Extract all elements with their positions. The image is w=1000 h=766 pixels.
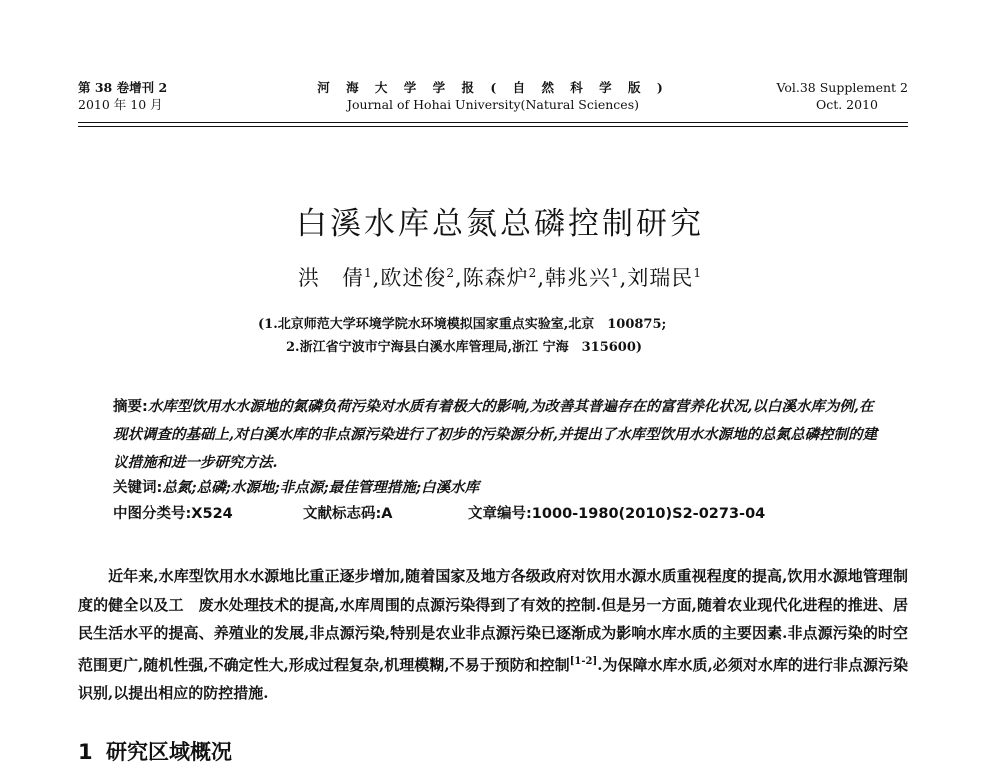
author: 洪 倩: [298, 266, 365, 290]
author: 韩兆兴: [545, 266, 611, 290]
author-affil-mark: 2: [528, 266, 538, 280]
keywords-text: 总氮;总磷;水源地;非点源;最佳管理措施;白溪水库: [162, 479, 480, 496]
header-journal-cn: 河 海 大 学 学 报 ( 自 然 科 学 版 ): [317, 80, 669, 95]
header-date-cn: 2010 年 10 月: [78, 97, 163, 112]
author-affil-mark: 1: [364, 266, 373, 280]
keywords-label: 关键词:: [113, 480, 163, 496]
author: 刘瑞民: [627, 266, 694, 290]
affiliation-2: 2.浙江省宁波市宁海县白溪水库管理局,浙江 宁海 315600): [286, 340, 643, 355]
author-list: 洪 倩$^1$,欧述俊$^2$,陈森炉$^2$,韩兆兴$^1$,刘瑞民$^1$: [298, 266, 702, 290]
header-volume-en: [776, 79, 908, 113]
affiliations: [0, 313, 1000, 359]
intro-text-end: .为保障水库水质,必须对水库的进行非点源污染识别,以提出相应的防控措施.: [78, 655, 908, 702]
citation-ref[interactable]: [1-2]: [569, 655, 598, 667]
affiliation-1: (1.北京师范大学环境学院水环境模拟国家重点实验室,北京 100875;: [258, 317, 667, 332]
running-header: [78, 79, 908, 119]
author-affil-mark: 1: [611, 266, 620, 280]
header-rule-thick: [78, 122, 908, 123]
abstract: [113, 393, 883, 477]
author: 陈森炉: [462, 266, 529, 290]
abstract-text: 水库型饮用水水源地的氮磷负荷污染对水质有着极大的影响,为改善其普遍存在的富营养化状况,以白溪水库为例,在现状调查的基础上,对白溪水库的非点源污染进行了初步的污染源分析,并提出了水库型饮用水水源地的总氮总磷控制的建议措施和进一步研究方法.: [113, 398, 878, 471]
header-volume: 第 38 卷增刊 2: [78, 80, 168, 95]
author: 欧述俊: [380, 266, 447, 290]
section-title: 研究区域概况: [106, 740, 232, 764]
header-rule-thin: [78, 126, 908, 127]
intro-text: 近年来,水库型饮用水水源地比重正逐步增加,随着国家及地方各级政府对饮用水源水质重视程度的提高,饮用水源地管理制度的健全以及工 废水处理技术的提高,水库周围的点源污染得到了有效的控制.但是另一方面,随着农业现代化进程的推进、居民生活水平的提高、养殖业的发展,非点源污染,特别是农业非点源污染已逐渐成为影响水库水质的主要因素.非点源污染的时空范围更广,随机性强,不确定性大,形成过程复杂,机理模糊,不易于预防和控制: [78, 567, 908, 674]
section-number: 1: [78, 740, 93, 764]
keywords: [113, 474, 479, 502]
header-volume-en-line: Vol.38 Supplement 2: [776, 80, 908, 95]
section-heading: [78, 736, 232, 766]
abstract-label: 摘要:: [113, 399, 148, 415]
clc-number: 中图分类号:X524: [113, 506, 233, 522]
header-date-en: Oct. 2010: [815, 97, 878, 112]
paper-title: 白溪水库总氮总磷控制研究: [296, 206, 704, 242]
intro-paragraph: [78, 562, 908, 708]
author-affil-mark: 1: [693, 266, 702, 280]
article-number: 文章编号:1000-1980(2010)S2-0273-04: [468, 506, 766, 522]
header-journal-en: Journal of Hohai University(Natural Sciences): [346, 97, 640, 112]
author-affil-mark: 2: [446, 266, 455, 280]
document-code: 文献标志码:A: [303, 506, 393, 522]
